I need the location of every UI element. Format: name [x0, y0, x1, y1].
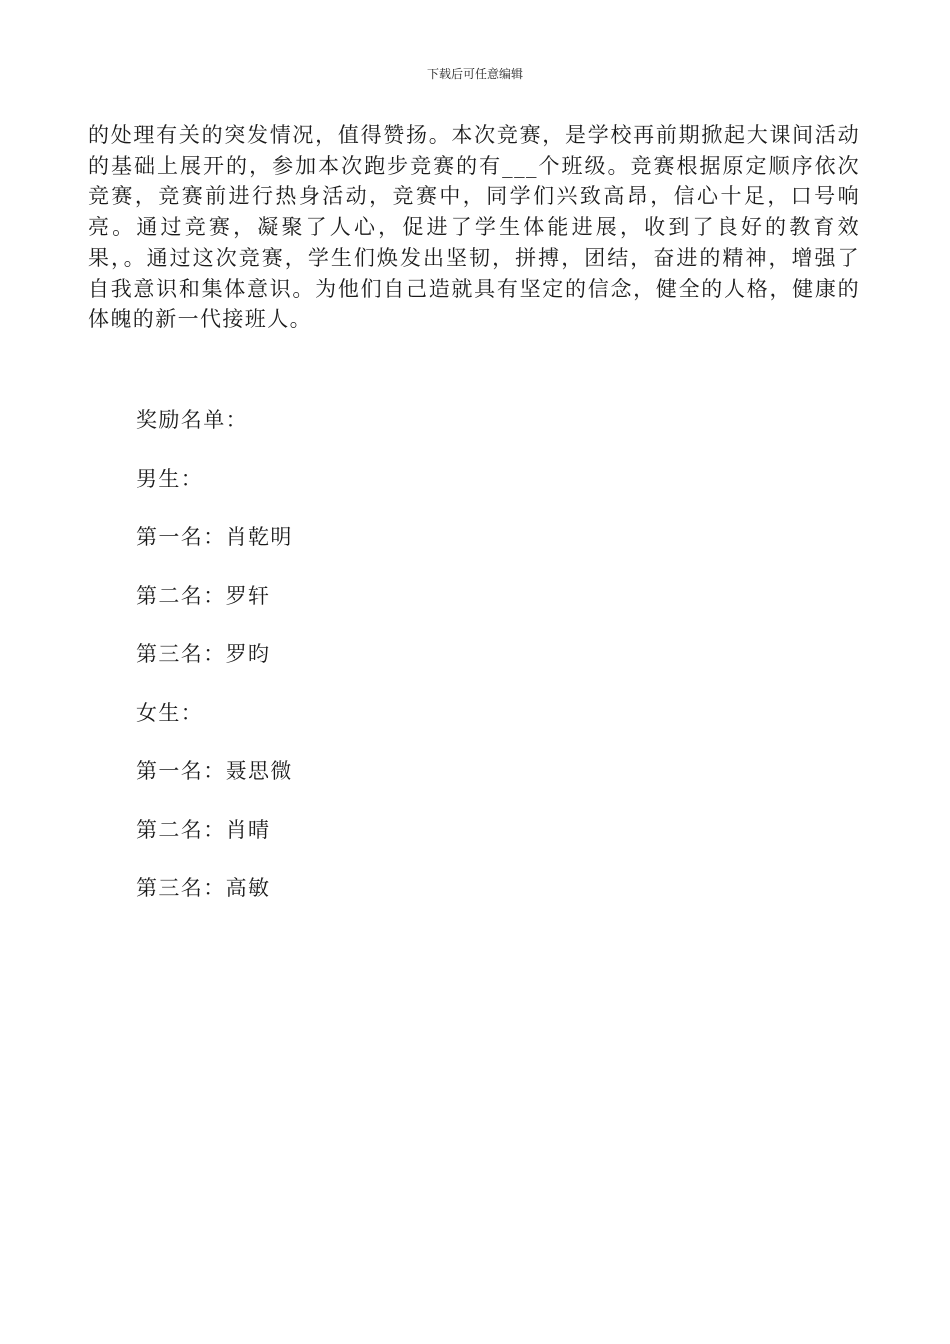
girls-second-place: 第二名：肖晴 — [136, 817, 271, 842]
girls-third-place: 第三名：高敏 — [136, 876, 271, 900]
boys-first-place: 第一名：肖乾明 — [136, 525, 293, 549]
boys-second-place: 第二名：罗轩 — [136, 583, 271, 608]
girls-label: 女生： — [136, 700, 204, 725]
body-paragraph: 的处理有关的突发情况，值得赞扬。本次竞赛，是学校再前期掀起大课间活动的基础上展开的，参加本次跑步竞赛的有___个班级。竞赛根据原定顺序依次竞赛，竞赛前进行热身活动，竞赛中，同学们兴致高昂，信心十足，口号响亮。通过竞赛，凝聚了人心，促进了学生体能进展，收到了良好的教育效果，。通过这次竞赛，学生们焕发出坚韧，拼搏，团结，奋进的精神，增强了自我意识和集体意识。为他们自己造就具有坚定的信念，健全的人格，健康的体魄的新一代接班人。 — [88, 123, 860, 332]
award-list — [136, 402, 293, 929]
boys-label: 男生： — [136, 466, 204, 491]
page-header: 下载后可任意编辑 — [426, 67, 523, 81]
girls-first-place: 第一名：聂思微 — [136, 759, 293, 783]
award-list-title: 奖励名单： — [136, 408, 248, 432]
boys-third-place: 第三名：罗昀 — [136, 642, 271, 666]
